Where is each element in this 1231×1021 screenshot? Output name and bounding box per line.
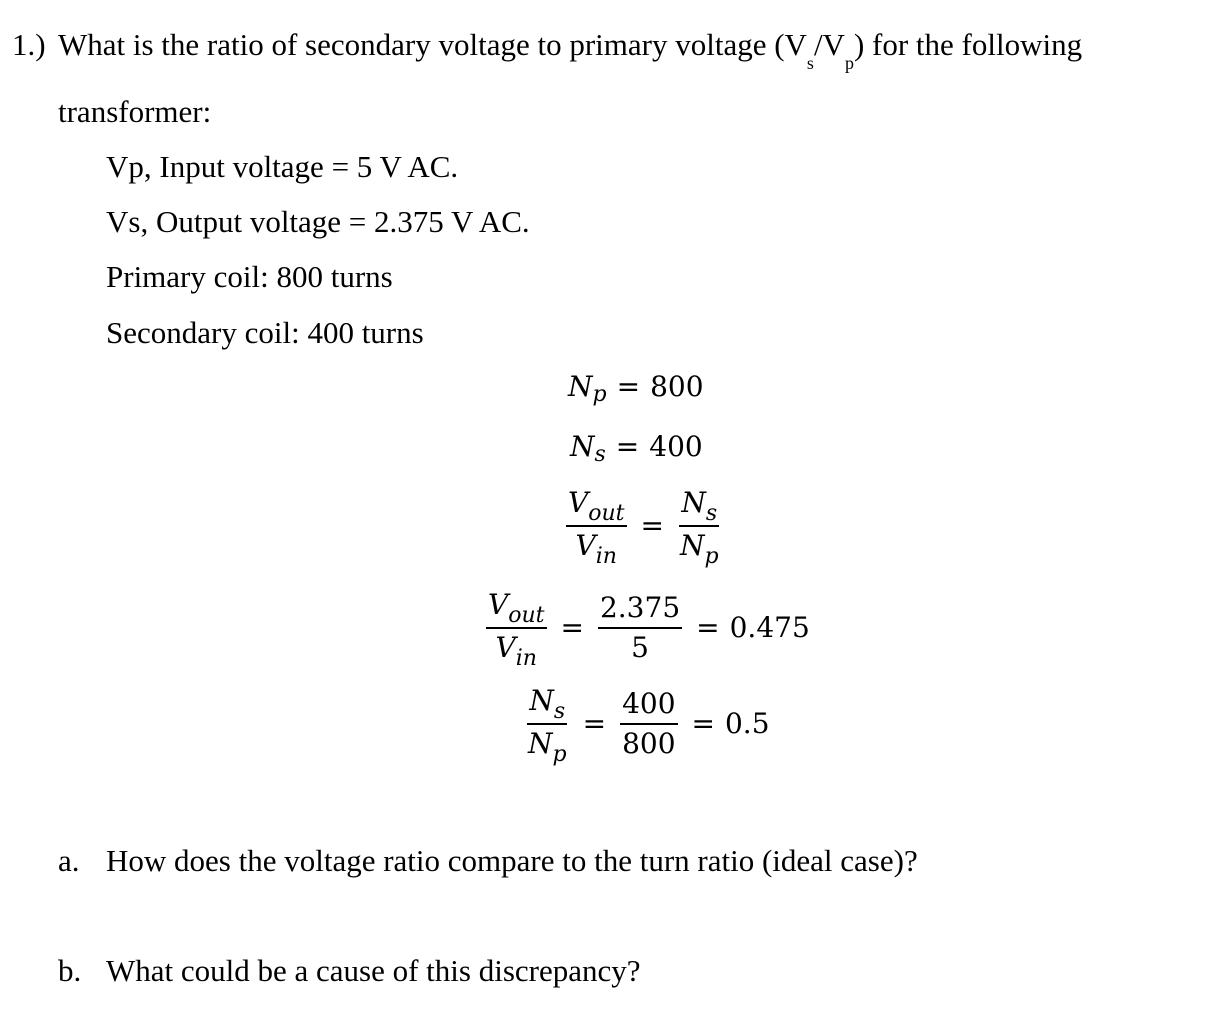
vout-value: 2.375 xyxy=(598,591,682,629)
ns-symbol: N xyxy=(681,486,706,519)
fraction-vout-vin xyxy=(566,486,627,569)
ns-symbol: N xyxy=(570,430,595,463)
turn-ratio-result: 0.5 xyxy=(724,707,770,740)
question-text-start: What is the ratio of secondary voltage to primary voltage (V xyxy=(58,27,807,62)
equals-sign: = xyxy=(560,611,584,644)
equation-np xyxy=(568,370,704,407)
voltage-ratio-result: 0.475 xyxy=(729,611,810,644)
given-input-voltage: Vp, Input voltage = 5 V AC. xyxy=(106,149,459,184)
np-subscript: p xyxy=(552,742,567,767)
np-subscript: p xyxy=(704,544,719,569)
ratio-slash: /V xyxy=(813,27,845,62)
np-symbol: N xyxy=(528,727,553,760)
equals-sign: = xyxy=(640,509,664,542)
fraction-turn-values xyxy=(620,687,677,761)
equation-voltage-ratio xyxy=(482,588,810,671)
fraction-vout-vin xyxy=(486,588,547,671)
np-symbol: N xyxy=(679,529,705,562)
out-subscript: out xyxy=(508,603,545,628)
part-b-label: b. xyxy=(58,953,82,988)
fraction-ns-np xyxy=(678,486,721,569)
ns-subscript: s xyxy=(705,501,718,526)
np-symbol: N xyxy=(568,370,593,403)
ratio-subscript-p: p xyxy=(844,53,854,73)
equals-sign: = xyxy=(616,370,641,403)
in-subscript: in xyxy=(595,544,617,569)
equals-sign: = xyxy=(691,707,715,740)
given-primary-coil: Primary coil: 800 turns xyxy=(106,259,393,294)
equals-sign: = xyxy=(696,611,720,644)
equation-turn-ratio xyxy=(522,684,770,767)
equation-general-ratio xyxy=(562,486,725,569)
fraction-voltage-values xyxy=(598,591,682,665)
part-a-label: a. xyxy=(58,843,80,878)
ratio-subscript-s: s xyxy=(806,53,814,73)
np-subscript: p xyxy=(592,382,607,407)
fraction-ns-np xyxy=(526,684,569,767)
v-symbol: V xyxy=(575,529,596,562)
part-a-text: How does the voltage ratio compare to the turn ratio (ideal case)? xyxy=(106,843,918,878)
out-subscript: out xyxy=(588,501,625,526)
given-output-voltage: Vs, Output voltage = 2.375 V AC. xyxy=(106,204,530,239)
question-continuation: transformer: xyxy=(58,94,212,129)
v-symbol: V xyxy=(495,631,516,664)
np-value: 800 xyxy=(650,370,704,403)
ns-subscript: s xyxy=(594,442,606,467)
question-text xyxy=(58,27,1083,73)
ns-subscript: s xyxy=(553,699,566,724)
equation-ns xyxy=(570,430,703,467)
question-text-end: ) for the following xyxy=(853,27,1083,62)
ns-value: 400 xyxy=(649,430,703,463)
vin-value: 5 xyxy=(631,631,649,664)
part-b-text: What could be a cause of this discrepancy? xyxy=(106,953,641,988)
v-symbol: V xyxy=(488,588,509,621)
in-subscript: in xyxy=(515,646,537,671)
equals-sign: = xyxy=(582,707,607,740)
given-secondary-coil: Secondary coil: 400 turns xyxy=(106,315,424,350)
question-number: 1.) xyxy=(12,27,46,62)
ns-symbol: N xyxy=(529,684,554,717)
v-symbol: V xyxy=(568,486,589,519)
ns-turns: 400 xyxy=(620,687,677,725)
np-turns: 800 xyxy=(622,727,676,760)
equals-sign: = xyxy=(615,430,640,463)
